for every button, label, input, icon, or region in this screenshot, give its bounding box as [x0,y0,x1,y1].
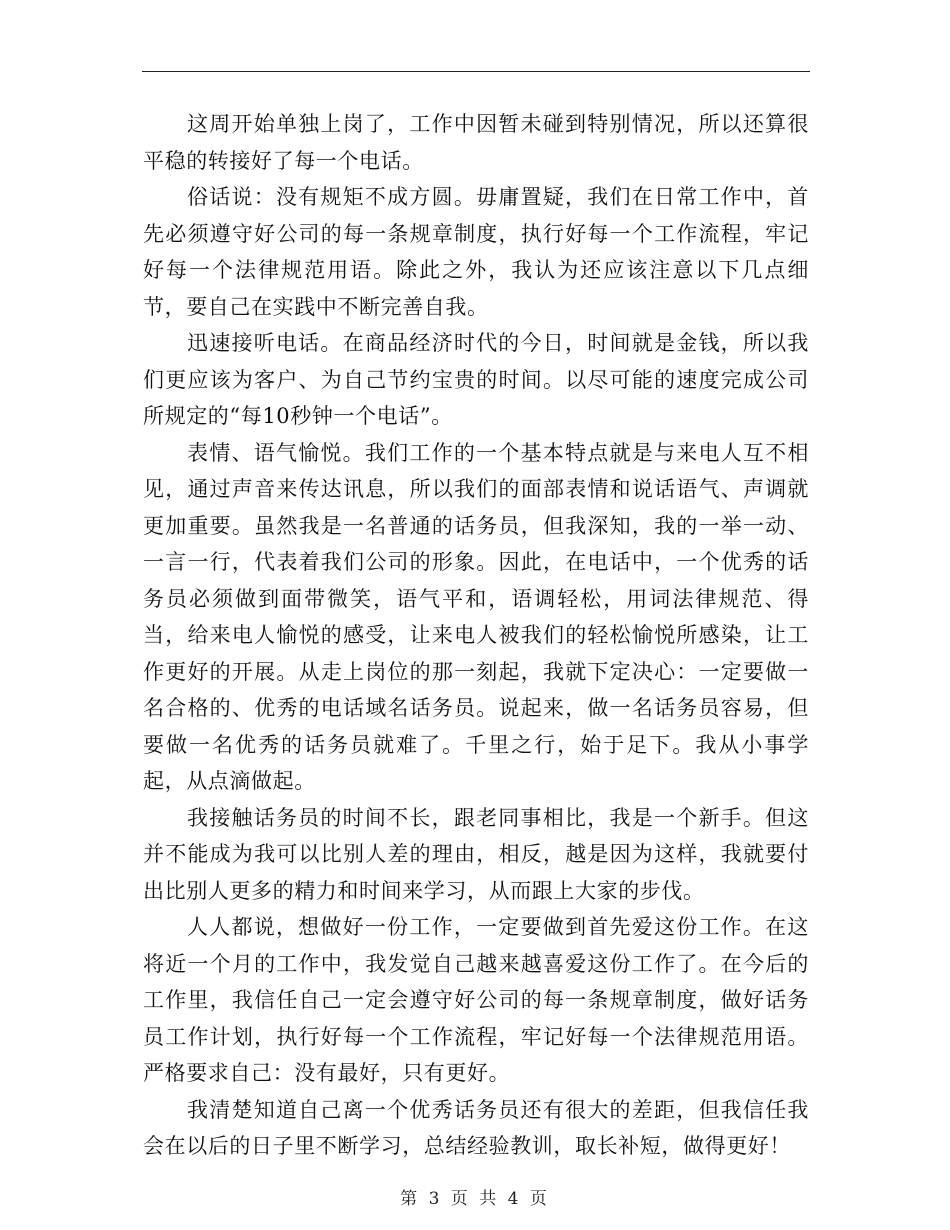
paragraph: 俗话说：没有规矩不成方圆。毋庸置疑，我们在日常工作中，首先必须遵守好公司的每一条规章制度，执行好每一个工作流程，牢记好每一个法律规范用语。除此之外，我认为还应该注意以下几点细节，要自己在实践中不断完善自我。 [143,185,809,319]
paragraph: 表情、语气愉悦。我们工作的一个基本特点就是与来电人互不相见，通过声音来传达讯息，所以我们的面部表情和说话语气、声调就更加重要。虽然我是一名普通的话务员，但我深知，我的一举一动、一言一行，代表着我们公司的形象。因此，在电话中，一个优秀的话务员必须做到面带微笑，语气平和，语调轻松，用词法律规范、得当，给来电人愉悦的感受，让来电人被我们的轻松愉悦所感染，让工作更好的开展。从走上岗位的那一刻起，我就下定决心：一定要做一名合格的、优秀的电话域名话务员。说起来，做一名话务员容易，但要做一名优秀的话务员就难了。千里之行，始于足下。我从小事学起，从点滴做起。 [143,440,809,793]
page-number-footer: 第 3 页 共 4 页 [400,1189,550,1209]
paragraph: 这周开始单独上岗了，工作中因暂未碰到特别情况，所以还算很平稳的转接好了每一个电话。 [143,112,809,173]
header-rule [142,71,810,72]
paragraph: 我清楚知道自己离一个优秀话务员还有很大的差距，但我信任我会在以后的日子里不断学习，总结经验教训，取长补短，做得更好！ [143,1097,809,1158]
document-body [143,106,809,1165]
paragraph: 人人都说，想做好一份工作，一定要做到首先爱这份工作。在这将近一个月的工作中，我发觉自己越来越喜爱这份工作了。在今后的工作里，我信任自己一定会遵守好公司的每一条规章制度，做好话务员工作计划，执行好每一个工作流程，牢记好每一个法律规范用语。严格要求自己：没有最好，只有更好。 [143,915,809,1085]
paragraph: 迅速接听电话。在商品经济时代的今日，时间就是金钱，所以我们更应该为客户、为自己节约宝贵的时间。以尽可能的速度完成公司所规定的“每10秒钟一个电话”。 [143,331,809,428]
paragraph: 我接触话务员的时间不长，跟老同事相比，我是一个新手。但这并不能成为我可以比别人差的理由，相反，越是因为这样，我就要付出比别人更多的精力和时间来学习，从而跟上大家的步伐。 [143,805,809,903]
